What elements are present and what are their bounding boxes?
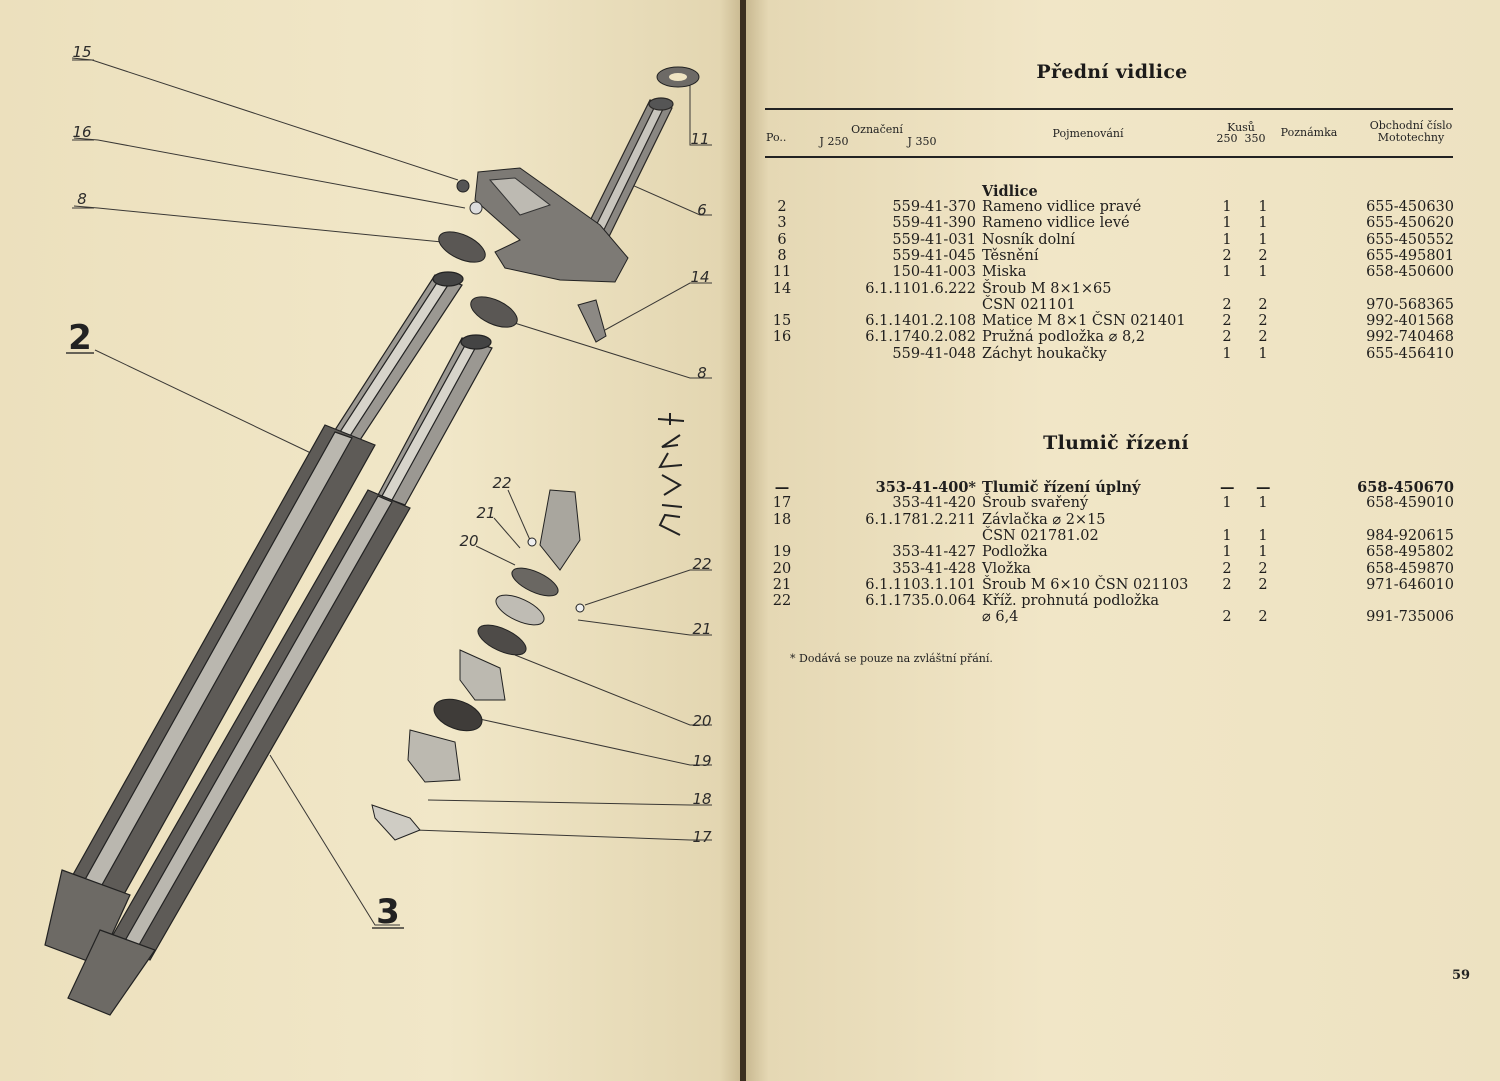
- page-title: Přední vidlice: [1036, 61, 1188, 83]
- qty-250: 1: [1222, 495, 1232, 512]
- qty-250: —: [1220, 479, 1235, 496]
- plate-lower: [408, 730, 460, 782]
- part-name: Těsnění: [982, 247, 1039, 264]
- part-name: Rameno vidlice pravé: [982, 199, 1142, 215]
- callout-8a: 8: [77, 190, 87, 208]
- qty-350: 2: [1258, 313, 1268, 330]
- bolt-17: [372, 805, 420, 840]
- part-code: 6.1.1781.2.211: [865, 511, 976, 528]
- part-position: 3: [777, 215, 787, 232]
- qty-250: 2: [1222, 576, 1232, 593]
- col-header-oznaceni: Označení: [851, 123, 903, 136]
- nut-15: [457, 180, 469, 192]
- part-name: Pružná podložka ⌀ 8,2: [982, 329, 1145, 346]
- qty-350: 1: [1258, 231, 1268, 248]
- part-name: Nosník dolní: [982, 231, 1075, 248]
- part-name: Vložka: [982, 560, 1031, 577]
- table-row: [746, 329, 1500, 346]
- trade-number: 991-735006: [1366, 609, 1454, 626]
- trade-number: 984-920615: [1366, 527, 1454, 544]
- qty-250: 2: [1222, 329, 1232, 346]
- table-row: [746, 232, 1500, 249]
- label-part-2: 2: [68, 318, 92, 358]
- table-row: [746, 248, 1500, 265]
- section-heading-vidlice: Vidlice: [982, 183, 1038, 200]
- trade-number: 992-740468: [1366, 329, 1454, 346]
- qty-250: 1: [1222, 544, 1232, 561]
- part-position: 16: [772, 329, 792, 346]
- trade-number: 655-450552: [1366, 231, 1454, 248]
- callout-15: 15: [72, 43, 92, 61]
- leader-22a: [508, 490, 530, 540]
- col-header-j250: J 250: [819, 135, 849, 148]
- col-header-poznamka: Poznámka: [1280, 126, 1338, 139]
- washer-22b: [576, 604, 584, 612]
- col-header-kusu-sub: 250 350: [1216, 132, 1266, 145]
- callout-20b: 20: [692, 712, 712, 730]
- part-code: 6.1.1735.0.064: [865, 593, 976, 610]
- part-name: Matice M 8×1 ČSN 021401: [982, 313, 1186, 330]
- bolt-14: [578, 300, 606, 342]
- leader-22b: [585, 570, 712, 605]
- part-code: 559-41-370: [892, 199, 976, 215]
- seal-8b: [466, 291, 521, 334]
- table-row: [746, 544, 1500, 561]
- trade-number: 655-495801: [1366, 247, 1454, 264]
- part-name: Šroub svařený: [982, 495, 1089, 512]
- leader-18: [428, 800, 712, 805]
- table-row: [746, 297, 1500, 314]
- qty-350: 2: [1258, 329, 1268, 346]
- part-code: 150-41-003: [892, 264, 976, 281]
- qty-350: 1: [1258, 544, 1268, 561]
- part-position: 22: [772, 593, 792, 610]
- table-row: [746, 609, 1500, 626]
- table-row: [746, 281, 1500, 298]
- col-header-obchodni-2: Mototechny: [1377, 131, 1445, 144]
- col-header-kusu: Kusů: [1227, 121, 1255, 134]
- part-code: 559-41-045: [892, 247, 976, 264]
- qty-350: 1: [1258, 199, 1268, 215]
- part-position: 8: [777, 247, 787, 264]
- callout-19: 19: [692, 752, 712, 770]
- trade-number: 658-495802: [1366, 544, 1454, 561]
- table-row: [746, 593, 1500, 610]
- table-row: [746, 215, 1500, 232]
- disc-20b: [474, 619, 530, 661]
- part-code: 6.1.1740.2.082: [865, 329, 976, 346]
- trade-number: 655-450630: [1366, 199, 1454, 215]
- qty-250: 2: [1222, 313, 1232, 330]
- col-header-pos: Po..: [766, 131, 787, 144]
- part-name: Kříž. prohnutá podložka: [982, 593, 1160, 610]
- part-name: Rameno vidlice levé: [982, 215, 1130, 232]
- trade-number: 971-646010: [1366, 576, 1454, 593]
- leader-15: [72, 58, 458, 180]
- leader-16: [74, 138, 465, 208]
- part-name: ČSN 021781.02: [982, 527, 1099, 544]
- table-row: [746, 528, 1500, 545]
- leader-20a: [476, 546, 515, 565]
- part-code: 559-41-031: [892, 231, 976, 248]
- qty-350: 2: [1258, 247, 1268, 264]
- part-position: 21: [772, 576, 792, 593]
- trade-number: 658-450600: [1366, 264, 1454, 281]
- col-header-j350: J 350: [907, 135, 937, 148]
- trade-number: 992-401568: [1366, 313, 1454, 330]
- section-title-tlumic: Tlumič řízení: [1043, 432, 1189, 454]
- table-row: [746, 346, 1500, 363]
- part-position: 2: [777, 199, 787, 215]
- table-row: [746, 495, 1500, 512]
- callout-6: 6: [697, 201, 707, 219]
- qty-350: 2: [1258, 576, 1268, 593]
- leader-20b: [515, 655, 712, 725]
- part-name: ⌀ 6,4: [982, 609, 1019, 626]
- header-rule-top: [765, 108, 1453, 110]
- table-row: [746, 479, 1500, 496]
- part-name: Podložka: [982, 544, 1048, 561]
- qty-250: 1: [1222, 345, 1232, 362]
- part-name: ČSN 021101: [982, 296, 1076, 313]
- qty-250: 2: [1222, 296, 1232, 313]
- part-code: 353-41-427: [892, 544, 976, 561]
- handwritten-signature: [640, 405, 700, 545]
- callout-14: 14: [690, 268, 710, 286]
- part-position: —: [774, 479, 790, 496]
- callout-22a: 22: [492, 474, 512, 492]
- trade-number: 655-450620: [1366, 215, 1454, 232]
- seal-8a: [434, 226, 489, 269]
- callout-18: 18: [692, 790, 712, 808]
- part-code: 353-41-400*: [875, 479, 976, 496]
- left-page-drawing: [0, 0, 742, 1081]
- fork-leg-3: [68, 335, 492, 1015]
- part-code: 6.1.1101.6.222: [865, 280, 976, 297]
- part-position: 17: [772, 495, 792, 512]
- qty-350: —: [1256, 479, 1271, 496]
- callout-21b: 21: [692, 620, 712, 638]
- right-page-parts-list: [746, 0, 1500, 1081]
- trade-number: 655-456410: [1366, 345, 1454, 362]
- callout-22b: 22: [692, 555, 712, 573]
- qty-250: 1: [1222, 231, 1232, 248]
- part-code: 559-41-390: [892, 215, 976, 232]
- part-name: Závlačka ⌀ 2×15: [982, 511, 1106, 528]
- callout-20a: 20: [459, 532, 479, 550]
- table-row: [746, 512, 1500, 529]
- qty-250: 2: [1222, 247, 1232, 264]
- qty-350: 1: [1258, 264, 1268, 281]
- callout-8b: 8: [697, 364, 707, 382]
- table-row: [746, 313, 1500, 330]
- table-row: [746, 264, 1500, 281]
- trade-number: 658-450670: [1357, 479, 1454, 496]
- leader-21a: [494, 518, 520, 548]
- qty-250: 1: [1222, 215, 1232, 232]
- disc-20a: [508, 562, 562, 601]
- part-code: 6.1.1103.1.101: [865, 576, 976, 593]
- qty-350: 1: [1258, 215, 1268, 232]
- callout-17: 17: [692, 828, 712, 846]
- washer-22a: [528, 538, 536, 546]
- part-name: Miska: [982, 264, 1027, 281]
- trade-number: 970-568365: [1366, 296, 1454, 313]
- footnote: * Dodává se pouze na zvláštní přání.: [790, 652, 993, 665]
- callout-21a: 21: [476, 504, 496, 522]
- qty-250: 1: [1222, 199, 1232, 215]
- part-name: Záchyt houkačky: [982, 345, 1107, 362]
- leader-14: [605, 283, 712, 330]
- leader-8b: [505, 320, 712, 378]
- qty-250: 1: [1222, 527, 1232, 544]
- leader-2: [95, 350, 315, 455]
- col-header-pojmenovani: Pojmenování: [1052, 127, 1124, 140]
- page-number: 59: [1452, 968, 1471, 983]
- col-header-obchodni-1: Obchodní číslo: [1369, 119, 1453, 132]
- part-position: 6: [777, 231, 787, 248]
- qty-350: 1: [1258, 495, 1268, 512]
- table-row: [746, 577, 1500, 594]
- table-row: [746, 561, 1500, 578]
- part-position: 20: [772, 560, 792, 577]
- part-position: 15: [772, 313, 792, 330]
- fork-leg-2: [45, 272, 463, 965]
- callout-16: 16: [72, 123, 92, 141]
- part-code: 6.1.1401.2.108: [865, 313, 976, 330]
- part-code: 559-41-048: [892, 345, 976, 362]
- part-position: 14: [772, 280, 792, 297]
- qty-350: 1: [1258, 527, 1268, 544]
- star-washer: [460, 650, 505, 700]
- qty-350: 2: [1258, 609, 1268, 626]
- qty-250: 2: [1222, 560, 1232, 577]
- callout-11: 11: [690, 130, 710, 148]
- header-rule-bottom: [765, 156, 1453, 158]
- qty-350: 2: [1258, 560, 1268, 577]
- qty-350: 1: [1258, 345, 1268, 362]
- part-name: Šroub M 8×1×65: [982, 280, 1112, 297]
- part-code: 353-41-420: [892, 495, 976, 512]
- part-position: 18: [772, 511, 792, 528]
- leader-19: [475, 718, 712, 765]
- disc-plate: [492, 589, 548, 631]
- damper-bracket: [540, 490, 580, 570]
- label-part-3: 3: [376, 892, 400, 932]
- leader-17: [415, 830, 712, 840]
- washer-16: [470, 202, 482, 214]
- table-row: [746, 199, 1500, 216]
- qty-350: 2: [1258, 296, 1268, 313]
- part-position: 11: [772, 264, 792, 281]
- qty-250: 1: [1222, 264, 1232, 281]
- exploded-fork-diagram: [0, 0, 742, 1081]
- part-position: 19: [772, 544, 792, 561]
- trade-number: 658-459010: [1366, 495, 1454, 512]
- qty-250: 2: [1222, 609, 1232, 626]
- leader-8a: [74, 206, 442, 242]
- part-code: 353-41-428: [892, 560, 976, 577]
- part-name: Šroub M 6×10 ČSN 021103: [982, 576, 1189, 593]
- trade-number: 658-459870: [1366, 560, 1454, 577]
- part-name: Tlumič řízení úplný: [982, 479, 1141, 496]
